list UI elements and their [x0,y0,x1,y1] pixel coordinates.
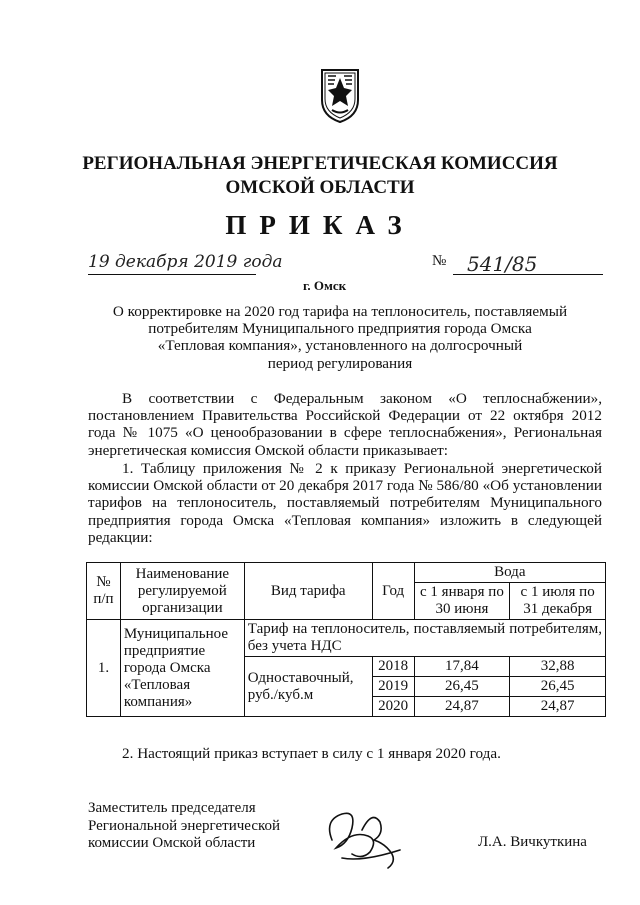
table-row [87,620,606,657]
city-label: г. Омск [303,278,347,293]
cell-tariff-kind: Одноставочный, руб./куб.м [244,657,372,717]
cell-row-number: 1. [87,620,121,717]
organization-name-line2: ОМСКОЙ ОБЛАСТИ [225,177,415,198]
header-cell-organization: Наименование регулируемой организации [120,563,244,620]
cell-value-jul: 26,45 [510,677,606,697]
header-cell-water: Вода [414,563,605,583]
signer-title [88,800,280,853]
cell-value-jan: 26,45 [414,677,510,697]
cell-value-jan: 17,84 [414,657,510,677]
header-cell-year: Год [372,563,414,620]
handwritten-number: 541/85 [467,252,538,276]
cell-year: 2018 [372,657,414,677]
cell-year: 2019 [372,677,414,697]
header-cell-jan-jun: с 1 января по 30 июня [414,583,510,620]
header-cell-number: № п/п [87,563,121,620]
item-2-paragraph: 2. Настоящий приказ вступает в силу с 1 января 2020 года. [122,745,501,762]
order-subject [90,303,590,372]
date-field [88,252,283,275]
preamble-paragraph: В соответствии с Федеральным законом «О теплоснабжении», постановлением Правительства Российской Федерации от 22 октября 2012 года № 1075 «О ценообразовании в сфере теплоснабжения», Региональная энергетическая комиссия Омской области приказывает: [88,390,602,459]
header-cell-jul-dec: с 1 июля по 31 декабря [510,583,606,620]
header-cell-tariff-type: Вид тарифа [244,563,372,620]
cell-year: 2020 [372,697,414,717]
handwritten-signature [322,800,406,872]
coat-of-arms-emblem [318,66,362,124]
signer-name: Л.А. Вичкуткина [478,834,587,850]
signer-title-line: Региональной энергетической [88,817,281,834]
subject-line: потребителям Муниципального предприятия города Омска [148,320,532,338]
signer-title-line: Заместитель председателя [88,800,256,816]
table-header-row [87,563,606,583]
signer-title-line: комиссии Омской области [88,835,256,851]
cell-value-jul: 24,87 [510,697,606,717]
cell-tariff-description: Тариф на теплоноситель, поставляемый потребителям, без учета НДС [244,620,605,657]
tariff-table [86,562,606,717]
subject-line: О корректировке на 2020 год тарифа на теплоноситель, поставляемый [112,303,568,320]
item-1-paragraph: 1. Таблицу приложения № 2 к приказу Региональной энергетической комиссии Омской области от 20 декабря 2017 года № 586/80 «Об установлении тарифов на теплоноситель, поставляемый потребителям Муниципального предприятия города Омска «Тепловая компания» изложить в следующей редакции: [88,460,602,546]
document-type-title: ПРИКАЗ [225,210,415,240]
number-label: № [432,253,447,269]
cell-value-jul: 32,88 [510,657,606,677]
cell-value-jan: 24,87 [414,697,510,717]
organization-name-line1: РЕГИОНАЛЬНАЯ ЭНЕРГЕТИЧЕСКАЯ КОМИССИЯ [82,153,558,174]
number-field [453,252,603,275]
subject-line: период регулирования [267,354,413,372]
cell-organization-name: Муниципальное предприятие города Омска «Тепловая компания» [120,620,244,717]
handwritten-date: 19 декабря 2019 года [88,252,283,272]
subject-line: «Тепловая компания», установленного на долгосрочный [157,337,523,355]
